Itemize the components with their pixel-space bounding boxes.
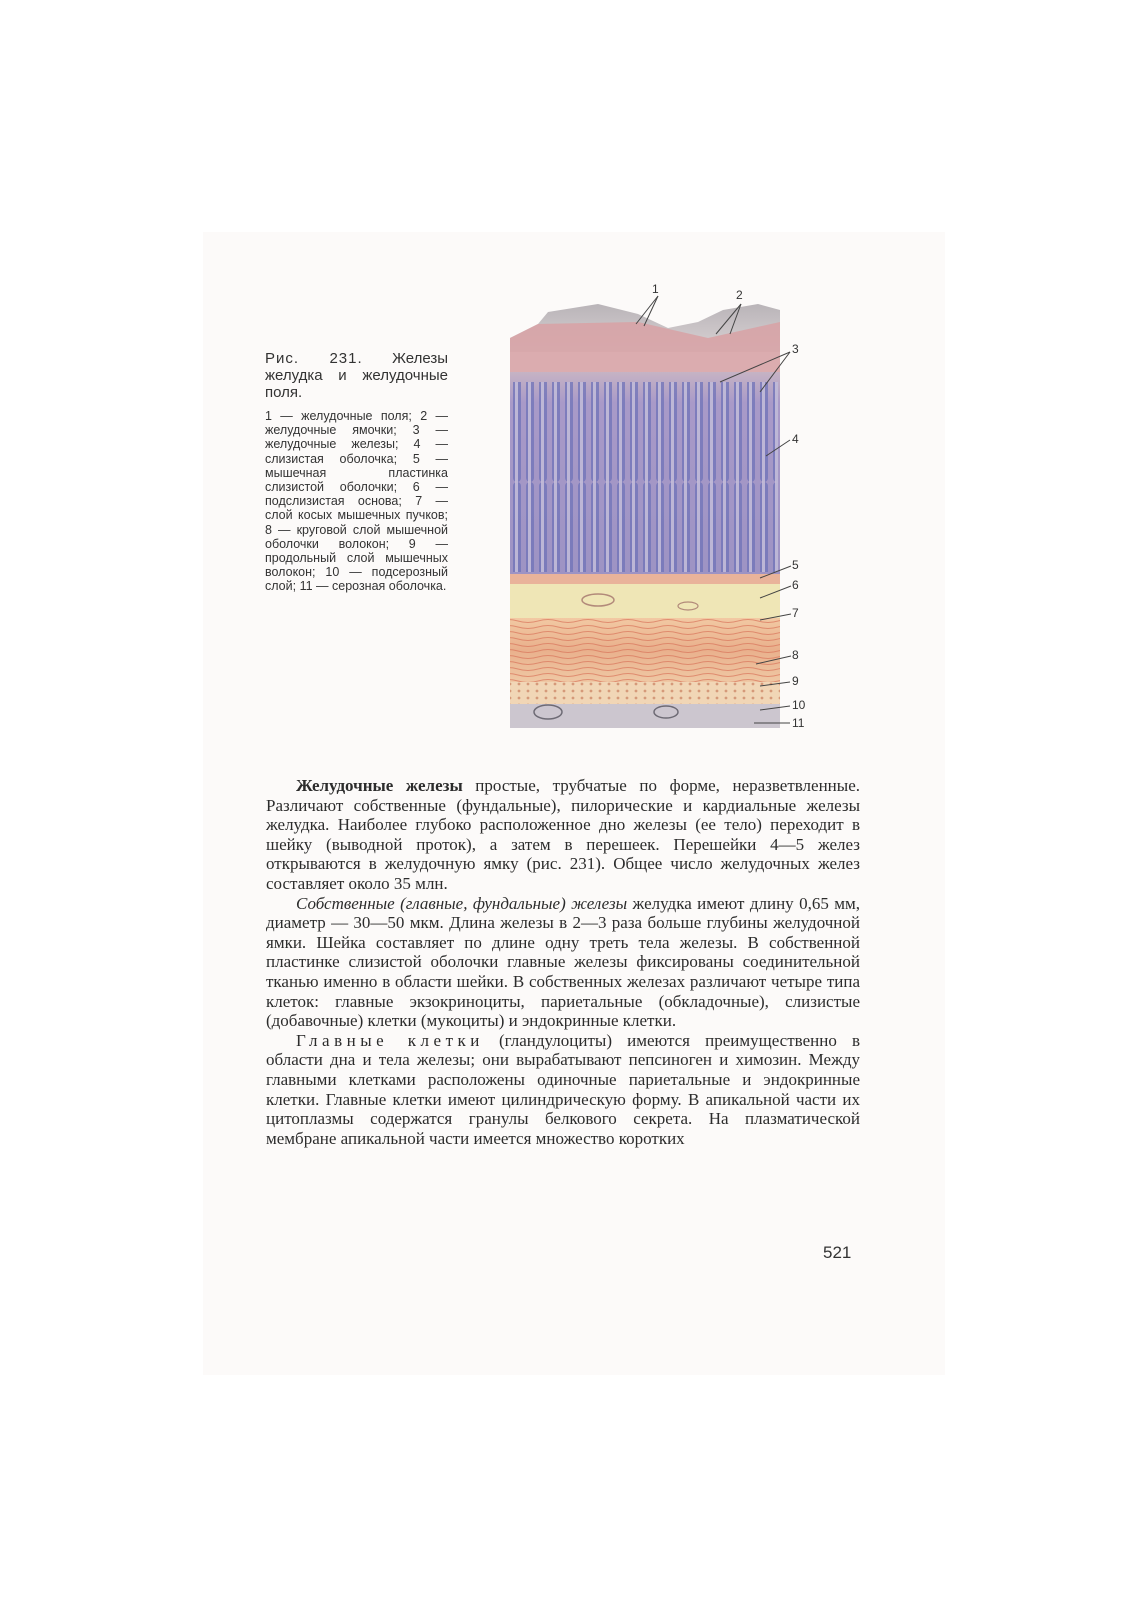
paragraph-2: [266, 894, 860, 1031]
paragraph-3: [266, 1031, 860, 1149]
stomach-wall-illustration: [498, 282, 818, 742]
caption-legend: 1 — желудочные поля; 2 — желудочные ямочки; 3 — желудочные железы; 4 — слизистая оболочка; 5 — мышечная пластинка слизистой оболочки; 6 — подслизистая основа; 7 — слой косых мышечных пучков; 8 — круговой слой мышечной оболочки волокон; 9 — продольный слой мышечных волокон; 10 — подсерозный слой; 11 — серозная оболочка.: [265, 409, 448, 594]
caption-title: [265, 350, 448, 401]
figure-label-11: 11: [792, 716, 805, 730]
figure-number: Рис. 231.: [265, 350, 363, 367]
figure-label-1: 1: [652, 282, 659, 296]
figure-label-2: 2: [736, 288, 743, 302]
paragraph-2-text: желудка имеют длину 0,65 мм, диаметр — 30—50 мкм. Длина железы в 2—3 раза больше глубины желудочной ямки. Шейка составляет по длине одну треть тела железы. В собственной пластинке слизистой оболочки главные железы фиксированы соединительной тканью именно в области шейки. В собственных железах различают четыре типа клеток: главные экзокриноциты, париетальные (обкладочные), слизистые (добавочные) клетки (мукоциты) и эндокринные клетки.: [266, 893, 860, 1031]
paragraph-1: [266, 776, 860, 894]
figure-label-7: 7: [792, 606, 799, 620]
term-proper-glands: Собственные (главные, фундальные) железы: [296, 893, 628, 913]
figure-label-6: 6: [792, 578, 799, 592]
figure-label-8: 8: [792, 648, 799, 662]
body-text: [266, 776, 860, 1148]
figure-label-5: 5: [792, 558, 799, 572]
paragraph-1-text: простые, трубчатые по форме, неразветвленные. Различают собственные (фундальные), пилорические и кардиальные железы желудка. Наиболее глубоко расположенное дно железы (ее тело) переходит в шейку (выводной проток), а затем в перешеек. Перешейки 4—5 желез открываются в желудочную ямку (рис. 231). Общее число желудочных желез составляет около 35 млн.: [266, 776, 860, 893]
figure-label-10: 10: [792, 698, 806, 712]
paragraph-3-text: (гландулоциты) имеются преимущественно в области дна и тела железы; они вырабатывают пепсиноген и химозин. Между главными клетками расположены одиночные париетальные и эндокринные клетки. Главные клетки имеют цилиндрическую форму. В апикальной части их цитоплазмы содержатся гранулы белкового секрета. На плазматической мембране апикальной части имеется множество коротких: [266, 1030, 860, 1148]
figure-label-3: 3: [792, 342, 799, 356]
page-number: 521: [823, 1243, 852, 1262]
term-chief-cells: Главные клетки: [296, 1030, 484, 1050]
caption-title-text: Железы желудка и желудочные поля.: [265, 350, 448, 401]
figure-label-4: 4: [792, 432, 799, 446]
figure-label-9: 9: [792, 674, 799, 688]
term-gastric-glands: Желудочные железы: [296, 776, 463, 795]
histology-figure: [498, 282, 818, 742]
figure-caption: [265, 350, 448, 594]
